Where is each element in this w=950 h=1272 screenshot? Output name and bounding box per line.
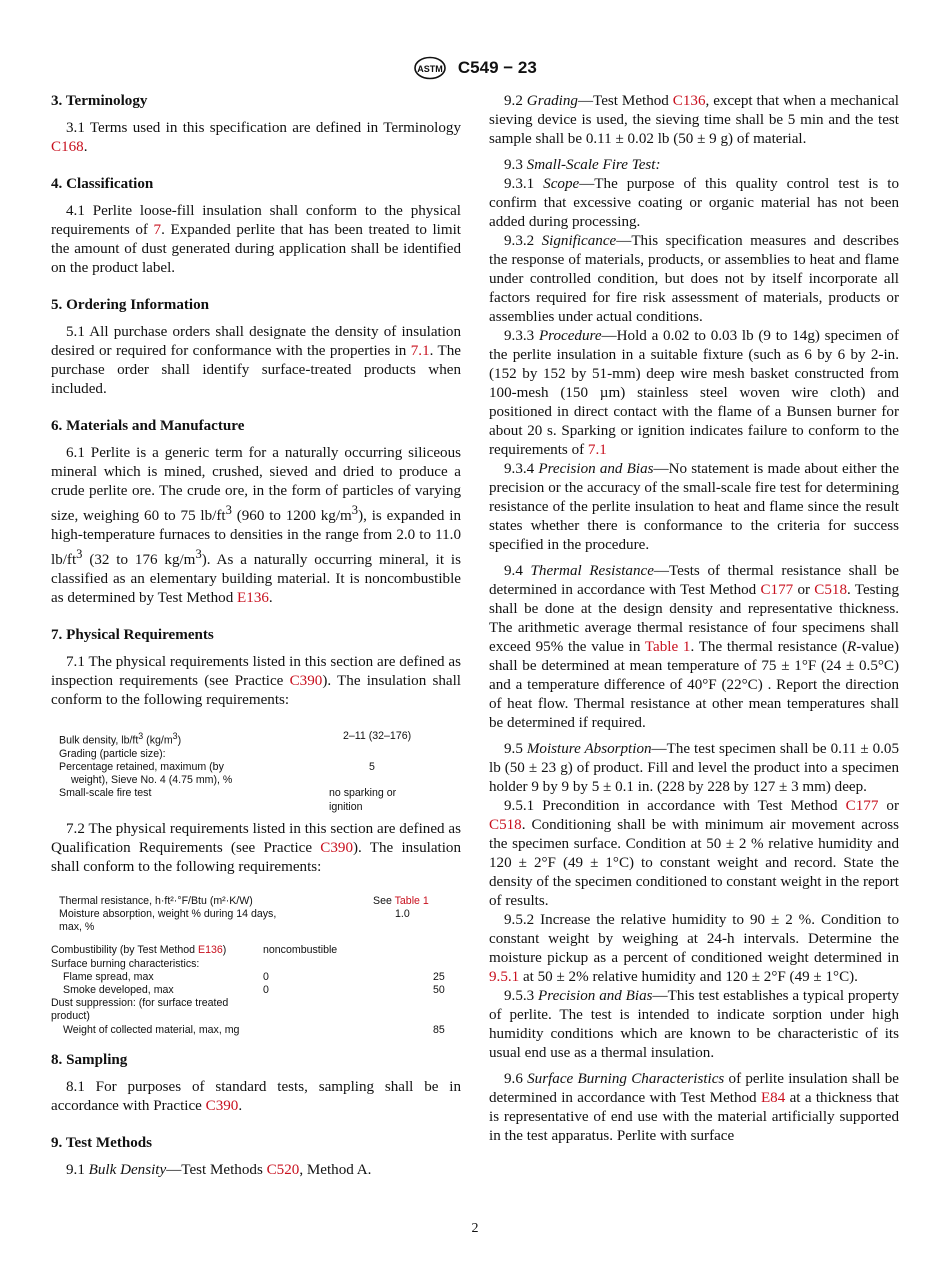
astm-logo-icon (413, 56, 447, 80)
table-row: weight), Sieve No. 4 (4.75 mm), % (71, 774, 233, 787)
page-number: 2 (471, 1221, 479, 1236)
paragraph-9-3: 9.3 Small-Scale Fire Test: (504, 157, 661, 173)
table-row: product) (51, 1010, 90, 1023)
link-c520[interactable]: C520 (266, 1161, 300, 1178)
link-e136[interactable]: E136 (198, 944, 223, 957)
section-heading-ordering: 5. Ordering Information (51, 297, 210, 313)
link-c390[interactable]: C390 (320, 839, 354, 856)
table-row: Surface burning characteristics: (51, 957, 200, 970)
link-c136[interactable]: C136 (672, 93, 706, 109)
table-row: Smoke developed, max 0 50 (63, 984, 445, 997)
link-9-5-1[interactable]: 9.5.1 (489, 969, 520, 985)
paragraph-9-5: 9.5 Moisture Absorption—The test specimen shall be 0.11 ± 0.05 lb (50 ± 23 g) of product. Fill and level the product into a specimen holder 9 by 9 by 5 ± 0.1 in. (228 by 228 by 127 ± 3 mm) deep. (489, 741, 900, 795)
page-header (0, 56, 950, 80)
link-c518[interactable]: C518 (489, 817, 522, 833)
link-table-1[interactable]: Table 1 (394, 894, 429, 907)
paragraph-4-1: 4.1 Perlite loose-fill insulation shall conform to the physical requirements of 7. Expanded perlite that has been treated to limit the amount of dust generated during application shall be identified on the product label. (51, 203, 461, 276)
table-row: Flame spread, max 0 25 (63, 970, 445, 983)
document-designation: C549 − 23 (457, 58, 537, 77)
paragraph-7-1: 7.1 The physical requirements listed in this section are defined as inspection requirements (see Practice C390). The insulation shall conform to the following requirements: (51, 654, 461, 709)
svg-text:ASTM: ASTM (417, 64, 443, 74)
paragraph-9-5-3: 9.5.3 Precision and Bias—This test establishes a typical property of perlite. The test is intended to indicate sorption under high humidity conditions which are known to be characteristic of its usual end use as a thermal insulation. (489, 988, 899, 1061)
link-e136[interactable]: E136 (237, 590, 269, 607)
link-e84[interactable]: E84 (760, 1090, 786, 1106)
qualification-requirements-table (51, 895, 461, 1037)
section-heading-physical: 7. Physical Requirements (51, 627, 214, 644)
section-heading-sampling: 8. Sampling (51, 1051, 128, 1068)
inspection-requirements-table (51, 730, 461, 814)
paragraph-9-6: 9.6 Surface Burning Characteristics of perlite insulation shall be determined in accordance with Test Method E84 at a thickness that is representative of end use with the material artificially supported in the test apparatus. Perlite with surface (489, 1071, 899, 1144)
table-row: Bulk density, $lb/ft^3$ $(kg/m^3)$ 2–11 (32–176) (59, 730, 412, 747)
link-c177[interactable]: C177 (760, 582, 794, 598)
paragraph-9-3-2: 9.3.2 Significance—This specification measures and describes the response of materials, products, or assemblies to heat and flame under controlled condition, but does not by itself incorporate all factors required for fire risk assessment of materials, products or assemblies under actual conditions. (489, 233, 900, 325)
left-column (51, 92, 461, 1180)
paragraph-7-2: 7.2 The physical requirements listed in this section are defined as Qualification Requirements (see Practice C390). The insulation shall conform to the following requirements: (51, 820, 462, 875)
table-row: Thermal resistance, h·ft²·°F/Btu (m²·K/W) See Table 1 (59, 894, 429, 907)
paragraph-5-1: 5.1 All purchase orders shall designate the density of insulation desired or required for conformance with the properties in 7.1. The purchase order shall identify surface-treated products when included. (51, 324, 461, 397)
table-row: Grading (particle size): (59, 747, 166, 760)
table-row: Percentage retained, maximum (by 5 (59, 761, 375, 773)
paragraph-9-2: 9.2 Grading—Test Method C136, except that when a mechanical sieving device is used, the sieving time shall be 5 min and the test sample shall be 0.11 ± 0.02 lb (50 ± 9 g) of material. (489, 93, 900, 147)
paragraph-9-4: 9.4 Thermal Resistance—Tests of thermal resistance shall be determined in accordance with Test Method C177 or C518. Testing shall be done at the design density and representative thickness. The arithmetic average thermal resistance of four specimens shall exceed 95% the value in Table 1. The thermal resistance (R-value) shall be determined at mean temperature of 75 ± 1°F (24 ± 0.5°C) and a temperature difference of 40°F (22°C) . Report the direction of heat flow. Thermal resistance at other mean temperatures shall be determined if required. (489, 563, 899, 731)
paragraph-9-5-2: 9.5.2 Increase the relative humidity to 90 ± 2 %. Condition to constant weight by weighing at 24-h intervals. Determine the moisture pickup as a percent of conditioned weight determined in 9.5.1 at 50 ± 2% relative humidity and 120 ± 2°F (49 ± 1°C). (489, 912, 899, 985)
table-row: ignition (329, 800, 363, 813)
link-7-1[interactable]: 7.1 (410, 343, 430, 359)
section-heading-classification: 4. Classification (51, 176, 154, 192)
table-row: Dust suppression: (for surface treated (51, 997, 229, 1010)
paragraph-9-3-1: 9.3.1 Scope—The purpose of this quality control test is to confirm that excessive coating or organic material has not been added during processing. (489, 176, 900, 230)
link-c390[interactable]: C390 (205, 1097, 239, 1114)
paragraph-9-1: 9.1 Bulk Density—Test Methods C520, Method A. (66, 1161, 372, 1178)
link-c177[interactable]: C177 (845, 798, 879, 814)
paragraph-3-1: 3.1 Terms used in this specification are defined in Terminology C168. (51, 120, 461, 155)
table-row: max, % (59, 921, 95, 934)
link-c390[interactable]: C390 (289, 673, 323, 690)
paragraph-9-5-1: 9.5.1 Precondition in accordance with Test Method C177 or C518. Conditioning shall be with minimum air movement across the specimen surface. Condition at 50 ± 2 % relative humidity and 120 ± 2°F (49 ± 1°C) to constant weight and record. State the density of the specimen conditioned to constant weight in the report of results. (489, 798, 899, 909)
right-column (489, 92, 899, 1146)
table-row: Moisture absorption, weight % during 14 days, 1.0 (59, 908, 410, 921)
section-heading-test-methods: 9. Test Methods (51, 1134, 153, 1151)
paragraph-9-3-4: 9.3.4 Precision and Bias—No statement is made about either the precision or the accuracy of the small-scale fire test for determining resistance of the perlite insulation to heat and flame since the result states whether there is conformance to the criteria for success specified in the procedure. (489, 461, 900, 553)
link-section-7[interactable]: 7 (153, 222, 162, 238)
table-row: Weight of collected material, max, mg 85 (63, 1023, 445, 1036)
paragraph-8-1: 8.1 For purposes of standard tests, sampling shall be in accordance with Practice C390. (51, 1078, 461, 1114)
section-heading-terminology: 3. Terminology (51, 93, 148, 109)
link-c168[interactable]: C168 (51, 139, 84, 155)
link-7-1[interactable]: 7.1 (587, 442, 607, 458)
table-row: Combustibility (by Test Method E136) noncombustible (51, 944, 338, 957)
paragraph-9-3-3: 9.3.3 Procedure—Hold a 0.02 to 0.03 lb (9 to 14g) specimen of the perlite insulation in a suitable fixture (such as 6 by 6 by 2-in. (152 by 152 by 51-mm) deep wire mesh basket constructed from 100-mesh (150 µm) stainless steel woven wire cloth) and positioned in direct contact with the flame of a Bunsen burner for about 20 s. Sparking or ignition indicates failure to conform to the requirements of 7.1 (489, 328, 899, 458)
table-row: Small-scale fire test no sparking or (59, 787, 397, 800)
link-table-1[interactable]: Table 1 (644, 639, 691, 655)
section-heading-materials: 6. Materials and Manufacture (51, 418, 245, 434)
paragraph-6-1: 6.1 Perlite is a generic term for a naturally occurring siliceous mineral which is mined, crushed, sieved and dried to produce a crude perlite ore. The crude ore, in the form of particles of varying size, weighing 60 to 75 $lb/ft^3$ (960 to 1200 $kg/m^3$), is expanded in high-temperature furnaces to densities in the range from 2.0 to 11.0 $lb/ft^3$ (32 to 176 $kg/m^3$). As a naturally occurring mineral, it is classified as an elementary building material. It is noncombustible as determined by Test Method E136. (51, 445, 462, 607)
link-c518[interactable]: C518 (814, 582, 848, 598)
